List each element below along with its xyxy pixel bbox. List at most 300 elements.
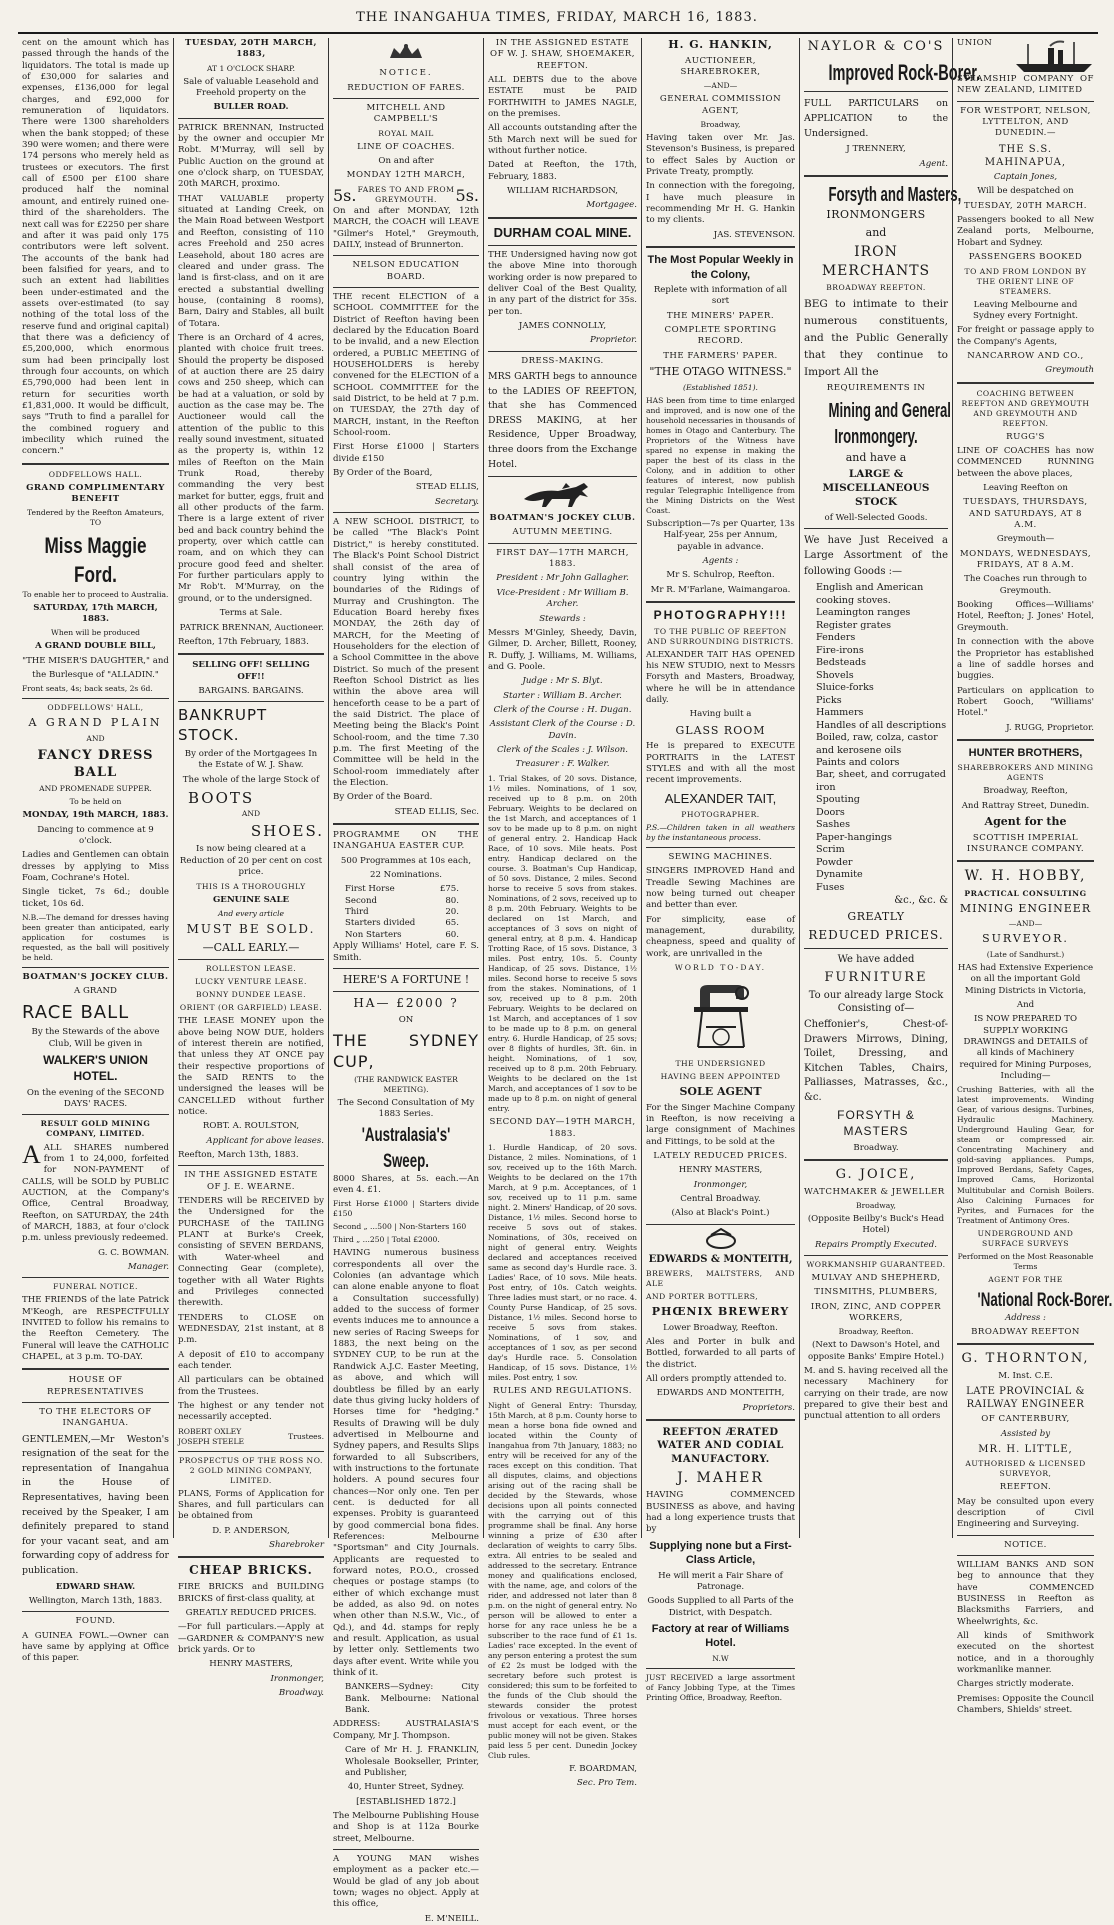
prize-value: 80.: [445, 895, 459, 906]
tendered-line: Tendered by the Reefton Amateurs, TO: [26, 508, 165, 528]
nancarrow: NANCARROW AND CO.,: [967, 350, 1084, 361]
we-have-added: We have added: [837, 953, 915, 965]
tinsmiths: TINSMITHS, PLUMBERS,: [814, 1287, 938, 1298]
programmes: 500 Programmes at 10s each,: [340, 855, 472, 866]
fares-row: [333, 185, 479, 206]
etc: &c., &c. &: [894, 895, 948, 907]
full-particulars-6: FULL PARTICULARS on APPLICATION to the Undersigned.: [804, 98, 948, 140]
prize-value: £75.: [439, 884, 459, 895]
ironmongery-text: Ironmongery.: [834, 426, 918, 449]
and-line: —AND—: [703, 81, 738, 91]
royal-crest-icon: [333, 42, 479, 64]
for-westport: FOR WESTPORT, NELSON, LYTTELTON, AND DUNEDIN.—: [960, 105, 1091, 139]
fares-grey: GREYMOUTH.: [375, 195, 437, 205]
surveys: UNDERGROUND AND SURFACE SURVEYS: [977, 1228, 1074, 1248]
funeral-heading: FUNERAL NOTICE.: [53, 1282, 138, 1292]
orchard-text: There is an Orchard of 4 acres, planted with choice fruit trees. Should the property be disposed of at auction there are 25 dairy cows and 250 sheep, which can be had at a valuation, or sold by auction as the case may be. The Auctioneer would call the attention of the public to this really sound investment, situated as the property is, within 12 miles of Reefton on the Main Trunk Road, thereby commanding the very best market for butter, eggs, fruit and all other products of the farm. There is a large extent of river bed and back country behind the property, over which cattle can roam, and on which they can procure good feed and shelter. For further particulars apply to Mr Rob't. M'Murray, on the ground, or to the undersigned.: [178, 332, 324, 604]
nominations: 22 Nominations.: [370, 870, 442, 881]
goods-item: Register grates: [816, 619, 892, 631]
and-7: —AND—: [1008, 919, 1043, 929]
london: TO AND FROM LONDON BY THE ORIENT LINE OF STEAMERS.: [964, 266, 1087, 296]
secretary: Secretary.: [434, 496, 479, 507]
fire-bricks: FIRE BRICKS and BUILDING BRICKS of first-class quality, at: [178, 1582, 324, 1604]
supplying: Supplying none but a First-Class Article,: [649, 1539, 792, 1567]
found-heading: FOUND.: [75, 1616, 116, 1627]
coaching: COACHING BETWEEN REEFTON AND GREYMOUTH AND GREYMOUTH AND REEFTON.: [961, 388, 1090, 428]
autumn: AUTUMN MEETING.: [512, 527, 613, 538]
column-6: [799, 38, 981, 1538]
late-sandhurst: (Late of Sandhurst.): [986, 949, 1065, 959]
nb-line: N.B.—The demand for dresses having been greater than anticipated, early application for costumes is requested, as the ball will positively be held.: [22, 912, 169, 962]
monday-date: MONDAY 12TH MARCH,: [346, 170, 466, 181]
scales: Clerk of the Scales : J. Wilson.: [496, 744, 629, 755]
rolleston: ROLLESTON LEASE.: [205, 964, 297, 974]
ironmonger: Ironmonger,: [270, 1673, 324, 1684]
fancy-dress-ball: FANCY DRESS BALL: [37, 747, 154, 780]
tait-ps: P.S.—Children taken in all weathers by the instantaneous process.: [646, 822, 795, 842]
double-bill: A GRAND DOUBLE BILL,: [35, 641, 156, 652]
appointed: HAVING BEEN APPOINTED: [660, 1072, 781, 1082]
goods-item: Shovels: [816, 669, 854, 681]
sweep-first: First Horse £1000 | Starters divide £150: [333, 1199, 479, 1219]
charges: Charges strictly moderate.: [957, 1679, 1074, 1690]
hunter-broadway: Broadway, Reefton,: [983, 786, 1068, 797]
tait-name: ALEXANDER TAIT,: [664, 790, 777, 806]
column-3: [328, 38, 483, 1924]
trennery: J TRENNERY,: [846, 144, 906, 155]
sole-agent: SOLE AGENT: [679, 1085, 762, 1099]
machinery-list: Crushing Batteries, with all the latest improvements. Winding Gear, of various designs. Turbines, Hydraulic Machinery. Underground Hauling Gear, for steam or compressed air. Concentrating Machinery and gold-saving appliances. Pumps, Improved Berdans, Safety Cages, Improved Cams, Horizontal Multitubular and Cornish Boilers. Also Calcining Furnaces for Pyrites, and Furnaces for the Treatment of Antimony Ores.: [957, 1085, 1094, 1225]
agent-2: Mr R. M'Farlane, Waimangaroa.: [650, 584, 791, 595]
and-line: AND: [86, 733, 105, 743]
stewards: Stewards :: [539, 613, 586, 624]
goods-item: Spouting: [816, 794, 860, 806]
rugg-proprietor: J. RUGG, Proprietor.: [1006, 722, 1094, 733]
column-5: [641, 38, 799, 1703]
greymouth: Greymouth: [1045, 365, 1094, 376]
prize-label: Starters divided: [345, 918, 416, 929]
first-day: FIRST DAY—17TH MARCH, 1883.: [496, 547, 629, 570]
hall-heading-2: ODDFELLOWS' HALL,: [47, 703, 144, 713]
goods-item: English and American cooking stoves.: [816, 582, 924, 606]
goods-item: Dynamite: [816, 869, 863, 881]
brewery-crest-icon: [646, 1229, 795, 1253]
goods-item: Paper-hangings: [816, 831, 892, 843]
premises: Premises: Opposite the Council Chambers, Shields' street.: [957, 1693, 1094, 1716]
bonny: BONNY DUNDEE LEASE.: [195, 990, 307, 1000]
highest-text: The highest or any tender not necessarily accepted.: [178, 1400, 324, 1423]
leaving-melbourne: Leaving Melbourne and Sydney every Fortnight.: [973, 299, 1078, 321]
prize-row: [345, 907, 459, 918]
furniture-list: Cheffonier's, Chest-of-Drawers Mirrows, Dining, Toilet, Dressing, and Kitchen Tables, Chairs, Palliasses, Matrasses, &c., &c.: [804, 1019, 948, 1103]
factory: Factory at rear of Williams Hotel.: [651, 1622, 790, 1650]
steele: JOSEPH STEELE: [178, 1436, 245, 1446]
merit: He will merit a Fair Share of Patronage.: [658, 1570, 783, 1592]
passengers-booked: PASSENGERS BOOKED: [968, 252, 1083, 263]
photography: PHOTOGRAPHY!!!: [653, 607, 788, 622]
recent-text: THE recent ELECTION of a SCHOOL COMMITTEE for the District of Reefton having been declared by the Education Board to be invalid, and a new Election ordered, a PUBLIC MEETING of HOUSEHOLDERS is hereby convened for the ELECTION of a SCHOOL COMMITTEE for the said District, to be held at 7 p.m. on TUESDAY, the 27th day of MARCH, instant, in the Reefton School-room.: [333, 291, 479, 439]
programme: PROGRAMME ON THE INANGAHUA EASTER CUP.: [333, 830, 479, 852]
stewards-line: By the Stewards of the above Club, Will be given in: [31, 1027, 160, 1049]
miser-line: "THE MISER'S DAUGHTER," and: [22, 655, 169, 666]
bowman: G. C. BOWMAN.: [98, 1247, 169, 1258]
goods-item: Doors: [816, 806, 845, 818]
evening-line: On the evening of the SECOND DAYS' RACES.: [26, 1087, 165, 1110]
fares-heading: REDUCTION OF FARES.: [347, 82, 465, 93]
sweep-text: 'Australasia's' Sweep.: [361, 1125, 451, 1172]
joice-broadway: Broadway,: [856, 1200, 896, 1210]
orient: ORIENT (OR GARFIELD) LEASE.: [179, 1003, 323, 1013]
mahinapua: THE S.S. MAHINAPUA,: [984, 143, 1067, 168]
seats-line: Front seats, 4s; back seats, 2s 6d.: [22, 684, 153, 694]
world-today: WORLD TO-DAY.: [674, 963, 767, 972]
undersigned: THE UNDERSIGNED: [675, 1059, 766, 1069]
broadway-reefton-7: BROADWAY REEFTON: [971, 1327, 1080, 1338]
whole-stock: The whole of the large Stock of: [182, 774, 320, 785]
sewing-machine-icon: [686, 977, 756, 1055]
lease-money: THE LEASE MONEY upon the above being NOW DUE, holders of interest therein are notified, that unless they AT ONCE pay their respective proportions of the SAID RENTS to the undersigned the leases will be CANCELLED without further notice.: [178, 1016, 324, 1118]
photographer: PHOTOGRAPHER.: [681, 809, 760, 819]
greatly-reduced: GREATLY REDUCED PRICES.: [185, 1607, 317, 1618]
workmanship: WORKMANSHIP GUARANTEED.: [806, 1259, 946, 1269]
rattray: And Rattray Street, Dunedin.: [961, 800, 1090, 811]
prize-label: Second: [345, 895, 377, 906]
masthead-rule: [18, 32, 1098, 34]
ball-date: MONDAY, 19th MARCH, 1883.: [22, 810, 169, 821]
brennan-ad: [178, 123, 324, 191]
garth-text: MRS GARTH begs to announce to the LADIES OF REEFTON, that she has Commenced DRESS MAKING, at her Residence, Upper Broadway, three doors from the Exchange Hotel.: [488, 371, 637, 470]
goods-item: Scrim: [816, 844, 845, 856]
mneill: E. M'NEILL.: [424, 1913, 479, 1924]
on-word: ON: [398, 1015, 414, 1026]
day1-races: 1. Trial Stakes, of 20 sovs. Distance, 1½ miles. Nominations, of 1 sov, received up to 8 p.m. on 20th February. Weights to be declared on the 1st March, and acceptances of 1 sov to be made up to 8 p.m. on night of general entry. 2. Handicap Hack Race, of 10 sovs. Mile heats. Post entry. Handicap declared on the course. 3. Boatman's Cup Handicap, of 50 sovs. Distance, 2 miles. Second horse to receive 5 sovs from stakes. Nominations, of 2 sovs, received up to 8 p.m. 20th February. Weights to be declared on 1st March, and acceptances of 3 sovs on night of general entry, at 8 p.m. 4. Handicap Trotting Race, of 15 sovs. Distance, 3 miles. Post entry, 10s. 5. County Handicap, of 25 sovs. Distance, 1½ miles. Second horse to receive 5 sovs from the stakes. Nominations, of 1 sov, received up to 8 p.m. 20th February. Weights to be declared on 1st March, and acceptances of 1 sov to be made up to 8 p.m. on general entry. 6. Hurdle Handicap, of 25 sovs; over 8 flights of hurdles, 3ft. 6in. in height. Nominations, of 1 sov, received up to 8 p.m. 20th February. Weights to be declared on the 1st March, and acceptances of 1 sov to be made up to 8 p.m. on night of general entry.: [488, 773, 637, 1114]
particulars-gooch: Particulars on application to Robert Gooch, "Williams' Hotel.": [957, 685, 1094, 719]
vice: Vice-President : Mr William B. Archer.: [496, 587, 629, 610]
ladies-line: Ladies and Gentlemen can obtain dresses by applying to Miss Foam, Cochrane's Hotel.: [22, 850, 169, 883]
maher: J. MAHER: [677, 1469, 764, 1486]
ruggs: RUGG'S: [1006, 431, 1045, 442]
henry-masters-2: HENRY MASTERS,: [678, 1165, 763, 1176]
reduction: Is now being cleared at a Reduction of 20 per cent on cost price.: [179, 844, 323, 878]
ellis: STEAD ELLIS,: [415, 482, 479, 493]
steamship-icon: [1014, 38, 1094, 74]
nelson-heading: NELSON EDUCATION BOARD.: [352, 260, 460, 282]
consultation: The Second Consultation of My 1883 Series.: [337, 1097, 475, 1120]
opposite-beilby: (Opposite Beilby's Buck's Head Hotel): [807, 1213, 945, 1236]
column-1: [18, 38, 173, 1664]
day2-races: 1. Hurdle Handicap, of 20 sovs. Distance, 2 miles. Nominations, of 1 sov, received up to the 16th March. Weights to be declared on the 17th March, at 9 p.m. Acceptances, of 1 sov, received up to 11 p.m. same night. 2. Miners' Handicap, of 20 sovs. Distance, 1½ miles. Second horse to receive 5 sovs out of stakes. Nominations, of 30s, received on night of general entry. Weights declared and acceptances received same as second day's Hurdle race. 3. Ladies' Race, of 10 sovs. Mile heats. Post entry, of 10s. Catch weights. Three ladies must start, or no race. 4. County Purse Handicap, of 25 sovs. Distance, 1½ miles. Second horse to receive 5 sovs from stakes. Nominations, of 1 sov, and acceptances of 1 sov, as per second day's Hurdle race. 5. Consolation Handicap, of 15 sovs. Distance, 1½ miles. Post entry, 1 sov.: [488, 1142, 637, 1383]
sale-time: AT 1 O'CLOCK SHARP.: [206, 63, 296, 73]
sale-line: Sale of valuable Leasehold and Freehold property on the: [183, 76, 319, 99]
roulston: ROBT. A. ROULSTON,: [202, 1121, 300, 1132]
prize-list: [333, 884, 479, 941]
captain: Captain Jones,: [993, 172, 1058, 183]
nw: N.W: [712, 1654, 729, 1663]
orders: All orders promptly attended to.: [646, 1374, 787, 1385]
agent-for-2: AGENT FOR THE: [988, 1274, 1063, 1284]
otago-witness: "THE OTAGO WITNESS.": [649, 365, 792, 379]
prize-row: [345, 930, 459, 941]
selling-off: SELLING OFF! SELLING OFF!!: [192, 660, 310, 682]
bankers: BANKERS—Sydney: City Bank. Melbourne: National Bank.: [345, 1682, 479, 1716]
reefton-7: REEFTON.: [999, 1482, 1052, 1493]
trustees: Trustees.: [288, 1431, 324, 1441]
otago-text: HAS been from time to time enlarged and improved, and is now one of the household necessaries in thousands of homes in Otago and Canterbury. The Proprietors of the Witness have spared no expense in making the paper the best of its class in the Colony, and in addition to other features of interest, now publish regular Telegraphic Intelligence from the Mining Districts on the West Coast.: [646, 395, 795, 515]
agent-6: Agent.: [919, 158, 948, 169]
durham-text: THE Undersigned having now got the above Mine into thorough working order is now prepared to deliver Coal of the Best Quality, in any part of the district for 35s. per ton.: [488, 249, 637, 317]
prize-row: [345, 896, 459, 907]
porter: AND PORTER BOTTLERS,: [646, 1292, 759, 1302]
enable-line: To enable her to proceed to Australia.: [22, 589, 169, 599]
tenders-text: TENDERS will be RECEIVED by the Undersigned for the PURCHASE of the TAILING PLANT at Burke's Creek, consisting of SEVEN BERDANS, with Water-wheel and Connecting Gear (complete), together with all Water Rights and Privileges connected therewith.: [178, 1196, 324, 1309]
mortgagees: By order of the Mortgagees In the Estate of W. J. Shaw.: [184, 748, 318, 771]
broadway-reefton: BROADWAY REEFTON.: [826, 283, 926, 293]
phoenix-brewery: PHŒNIX BREWERY: [651, 1305, 790, 1319]
produced-line: When will be produced: [51, 628, 140, 638]
ship-date: TUESDAY, 20TH MARCH.: [963, 200, 1088, 211]
large-stock: LARGE & MISCELLANEOUS STOCK: [822, 468, 930, 508]
otago-established: (Established 1851).: [683, 382, 758, 392]
proprietors: Proprietors.: [742, 1402, 795, 1413]
beg-text: BEG to intimate to their numerous constituents, and the Public Generally that they continue to Import All the: [804, 298, 948, 378]
prize-row: [345, 918, 459, 929]
sydney-cup: THE SYDNEY CUP,: [333, 1030, 479, 1071]
farmers-paper: THE FARMERS' PAPER.: [663, 350, 778, 361]
dress-heading: DRESS-MAKING.: [521, 355, 604, 366]
repairs: Repairs Promptly Executed.: [814, 1239, 937, 1250]
brennan-date: Reefton, 17th February, 1883.: [178, 636, 309, 647]
melbourne-shop: The Melbourne Publishing House and Shop is at 112a Bourke street, Melbourne.: [333, 1810, 479, 1844]
despatched: Will be despatched on: [977, 186, 1074, 197]
hunter-street: 40, Hunter Street, Sydney.: [347, 1782, 465, 1793]
hall-heading: ODDFELLOWS HALL.: [48, 469, 143, 479]
roulston-date: Reefton, March 13th, 1883.: [178, 1150, 299, 1161]
goods-list: [804, 582, 948, 894]
sweep-heading: [333, 1123, 479, 1173]
most-popular: The Most Popular Weekly in the Colony,: [647, 254, 794, 281]
sweep-shares: 8000 Shares, at 5s. each.—An even 4. £1.: [333, 1173, 479, 1195]
leaving-reefton: Leaving Reefton on: [983, 483, 1068, 494]
greatly-6: GREATLY: [847, 910, 905, 924]
just-received: JUST RECEIVED a large assortment of Fancy Jobbing Type, at the Times Printing Office, Broadway, Reefton.: [646, 1673, 795, 1703]
having-built: Having built a: [689, 709, 752, 720]
extensive: HAS had Extensive Experience on all the important Gold Mining Districts in Victoria,: [957, 962, 1094, 996]
treasurer: Treasurer : F. Walker.: [515, 759, 610, 770]
deposit-text: A deposit of £10 to accompany each tender.: [178, 1349, 324, 1371]
address: ADDRESS: AUSTRALASIA'S Company, Mr J. Thompson.: [333, 1719, 479, 1741]
anderson: D. P. ANDERSON,: [212, 1525, 290, 1536]
banks-text: WILLIAM BANKS AND SON beg to announce that they have COMMENCED BUSINESS in Reefton as Blacksmiths Farriers, and Wheelwrights, &c.: [957, 1559, 1094, 1627]
subscription: Subscription—7s per Quarter, 13s Half-year, 25s per Annum, payable in advance.: [646, 518, 795, 552]
benefit-date: SATURDAY, 17th MARCH, 1883.: [33, 602, 158, 624]
column-4: [483, 38, 641, 1789]
agent-1: Mr S. Schulrop, Reefton.: [666, 570, 775, 581]
call-early: —CALL EARLY.—: [202, 940, 300, 954]
m-inst: M. Inst. C.E.: [998, 1370, 1053, 1381]
watchmaker: WATCHMAKER & JEWELLER: [804, 1186, 945, 1197]
goods-item: Boiled, raw, colza, castor and kerosene oils: [816, 732, 938, 756]
prize-value: 65.: [445, 918, 459, 929]
race-ball: RACE BALL: [22, 1001, 130, 1023]
fare-5s: 5s.: [333, 185, 357, 205]
hobby: W. H. HOBBY,: [964, 868, 1087, 885]
singers: SINGERS IMPROVED Hand and Treadle Sewing Machines are now being turned out cheaper and better than ever.: [646, 866, 795, 911]
assistant-clerk: Assistant Clerk of the Course : D. Davin.: [489, 719, 636, 741]
second-day: SECOND DAY—19TH MARCH, 1883.: [489, 1117, 636, 1139]
cheap-bricks: CHEAP BRICKS.: [189, 1563, 313, 1578]
oxley: ROBERT OXLEY: [178, 1426, 242, 1436]
goods: Goods Supplied to all Parts of the District, with Despatch.: [647, 1596, 794, 1618]
aerated-water: REEFTON ÆRATED WATER AND CODIAL MANUFACTORY.: [657, 1427, 784, 1465]
stevenson: JAS. STEVENSON.: [713, 229, 795, 240]
sec-pro-tem: Sec. Pro Tem.: [576, 1778, 637, 1789]
goods-item: Powder: [816, 856, 853, 868]
iron-zinc: IRON, ZINC, AND COPPER WORKERS,: [810, 1301, 942, 1323]
national-rock-borer: [957, 1288, 1113, 1313]
coach-text: On and after MONDAY, 12th MARCH, the COACH will LEAVE "Gilmer's Hotel," Greymouth, DAILY, instead of Brunnerton.: [333, 205, 479, 250]
central-broadway: Central Broadway.: [680, 1193, 761, 1204]
forsyth-text: Forsyth and Masters,: [828, 184, 962, 207]
booking-offices: Booking Offices—Williams' Hotel, Reefton; J. Jones' Hotel, Greymouth.: [957, 600, 1094, 633]
next-to: (Next to Dawson's Hotel, and opposite Banks' Empire Hotel.): [807, 1340, 945, 1362]
photo-public: TO THE PUBLIC OF REEFTON AND SURROUNDING DISTRICTS.: [647, 626, 794, 646]
durham-heading: DURHAM COAL MINE.: [493, 224, 632, 240]
days-2: MONDAYS, WEDNESDAYS, FRIDAYS, AT 8 A.M.: [959, 548, 1092, 571]
having-text: HAVING numerous business correspondents all over the Colonies (an advantage which can alone enable anyone to float a Consultation successfully) added to the success of former events induces me to announce a new series of Racing Sweeps for 1883, the next being on the SYDNEY CUP, to be run at the Randwick A.J.C. Easter Meeting, as above, and which will doubtless be filled by an early date thus giving lucky holders of Horses time for "hedging." Results of Drawing will be duly advertised in Melbourne and Sydney papers, and Results Slips forwarded to all Subscribers, with instructions to the fortunate holders. A pound secures four chances—Nor only one. Ten per cent. is deducted for all expenses. Probity is guaranteed by good commercial bona fides. References: Melbourne "Sportsman" and City Journals. Applicants are requested to forward notes, P.O.O., crossed cheques or postage stamps (to either of which exchange must be added, as also 9d. on notes when other than N.S.W., Vic., of Qd.), and 4d. stamps for reply and result. Application, as usual by letter only. Settlements two days after event. Write while you think of it.: [333, 1248, 479, 1679]
prize-label: First Horse: [345, 884, 395, 895]
goods-item: Fire-irons: [816, 644, 864, 656]
little: MR. H. LITTLE,: [978, 1443, 1073, 1455]
accounts: All accounts outstanding after the 5th March next will be sued for without further notice.: [488, 123, 637, 157]
burlesque-line: the Burlesque of "ALLADIN.": [32, 669, 159, 680]
agents-label: Agents :: [702, 555, 739, 566]
held-on: To be held on: [69, 797, 122, 807]
goods-item: Sashes: [816, 819, 850, 831]
coaches-through: The Coaches run through to Greymouth.: [964, 574, 1087, 596]
boots: BOOTS: [188, 788, 255, 807]
have-a: and have a: [845, 450, 907, 464]
brewers: BREWERS, MALTSTERS, AND ALE: [646, 1269, 795, 1289]
goods-item: Bar, sheet, and corrugated iron: [816, 769, 946, 793]
prepared: IS NOW PREPARED TO SUPPLY WORKING DRAWINGS and DETAILS of all kinds of Machinery required for Mining Purposes, Including—: [959, 1014, 1092, 1081]
plans: PLANS, Forms of Application for Shares, and full particulars can be obtained from: [178, 1488, 324, 1522]
bjc-heading: BOATMAN'S JOCKEY CLUB.: [489, 513, 636, 524]
grand-plain: A GRAND PLAIN: [28, 716, 163, 730]
goods-item: Fenders: [816, 632, 856, 644]
racehorse-icon: [518, 481, 608, 509]
reduced-prices: REDUCED PRICES.: [808, 927, 944, 942]
fortune: HERE'S A FORTUNE !: [342, 972, 470, 986]
well-selected: of Well-Selected Goods.: [824, 512, 928, 523]
debts: ALL DEBTS due to the above ESTATE must be PAID FORTHWITH to JAMES NAGLE, on the premises.: [488, 75, 637, 120]
practical: PRACTICAL CONSULTING: [964, 888, 1087, 898]
shoes: SHOES.: [250, 821, 324, 840]
forsyth-masters: [804, 182, 962, 208]
greymouth-2: Greymouth—: [996, 534, 1055, 545]
address-label: Address :: [1005, 1312, 1046, 1323]
rugg-line: LINE OF COACHES has now COMMENCED RUNNING between the above places,: [957, 446, 1094, 479]
starter: Starter : William B. Archer.: [503, 690, 622, 701]
sharebrokers: SHAREBROKERS AND MINING AGENTS: [957, 763, 1094, 783]
days-1: TUESDAYS, THURSDAYS, AND SATURDAYS, AT 8 A.M.: [963, 497, 1088, 531]
and-6: and: [865, 225, 887, 239]
close-text: TENDERS to CLOSE on WEDNESDAY, 21st instant, at 8 p.m.: [178, 1312, 324, 1346]
house-heading: HOUSE OF REPRESENTATIVES: [47, 1375, 144, 1397]
fares-mid: [356, 185, 455, 205]
connolly: JAMES CONNOLLY,: [518, 321, 607, 332]
ales: Ales and Porter in bulk and Bottled, forwarded to all parts of the district.: [646, 1337, 795, 1370]
buller-road: BULLER ROAD.: [213, 102, 289, 113]
dated: Dated at Reefton, the 17th, February, 1883.: [488, 160, 637, 182]
freight: For freight or passage apply to the Company's Agents,: [957, 325, 1094, 347]
national-text: 'National Rock-Borer.: [977, 1289, 1113, 1311]
every-article: And every article: [217, 908, 285, 918]
ironmongers: IRONMONGERS: [826, 208, 926, 222]
prize-label: Third: [345, 907, 369, 918]
replete: Replete with information of all sort: [653, 285, 788, 307]
dancing-line: Dancing to commence at 9 o'clock.: [37, 824, 154, 846]
by-order-2: By Order of the Board.: [333, 792, 433, 803]
particulars-text: All particulars can be obtained from the Trustees.: [178, 1375, 324, 1397]
saddle-horses: In connection with the above the Proprietor has established a line of saddle horses and buggies.: [957, 637, 1094, 682]
by-order: By Order of the Board,: [333, 468, 433, 479]
genuine-sale: GENUINE SALE: [212, 894, 290, 905]
notice-7: NOTICE.: [1004, 1539, 1047, 1550]
judge: Judge : Mr S. Blyt.: [522, 676, 603, 687]
randwick: (THE RANDWICK EASTER MEETING).: [354, 1074, 458, 1094]
sewing-heading: SEWING MACHINES.: [668, 851, 773, 862]
a-grand: A GRAND: [74, 986, 117, 997]
ha-2000: HA— £2000 ?: [353, 996, 459, 1011]
hunter-brothers: HUNTER BROTHERS,: [968, 746, 1083, 759]
result-heading: RESULT GOLD MINING COMPANY, LIMITED.: [40, 1119, 151, 1139]
goods-item: Handles of all descriptions: [816, 719, 947, 731]
steward-list: Messrs M'Ginley, Sheedy, Davin, Gilmer, D. Archer, Billett, Rooney, R. Duffy, J. Williams, M. Williams, and G. Poole.: [488, 627, 637, 672]
established: [ESTABLISHED 1872.]: [356, 1796, 456, 1807]
surveyor: SURVEYOR.: [982, 932, 1069, 946]
first-meeting: First Horse £1000 | Starters divide £150: [333, 442, 479, 464]
consulted: May be consulted upon every description of Civil Engineering and Surveying.: [957, 1496, 1094, 1530]
auctioneer: AUCTIONEER, SHAREBROKER,: [680, 55, 761, 77]
lower-broadway: Lower Broadway, Reefton.: [663, 1322, 778, 1333]
smithwork: All kinds of Smithwork executed on the shortest notice, and in a thoroughly workmanlike manner.: [957, 1630, 1094, 1675]
maher-text: HAVING COMMENCED BUSINESS as above, and having had a long experience trusts that by: [646, 1490, 795, 1535]
just-received-6: We have Just Received a Large Assortment of the following Goods :—: [804, 534, 948, 577]
funeral-text: THE FRIENDS of the late Patrick M'Keogh, are RESPECTFULLY INVITED to follow his remains to the Reefton Cemetery. The Funeral will leave the CATHOLIC CHAPEL, at 3 p.m. TO-DAY.: [22, 1295, 169, 1363]
furniture: FURNITURE: [824, 969, 928, 985]
mining-engineer: MINING ENGINEER: [959, 901, 1092, 915]
clerk: Clerk of the Course : H. Dugan.: [493, 704, 632, 715]
ms-text: M. and S. having received all the necessary Machinery for carrying on their trade, are now prepared to give their best and punctual attention to all orders: [804, 1366, 948, 1422]
goods-item: Paints and colors: [816, 757, 900, 768]
royal-mail: ROYAL MAIL: [378, 128, 434, 138]
late-provincial: LATE PROVINCIAL & RAILWAY ENGINEER: [966, 1385, 1085, 1411]
notice-heading: NOTICE.: [379, 68, 433, 79]
blacks-point: (Also at Black's Point.): [671, 1208, 770, 1219]
prospectus: PROSPECTUS OF THE ROSS NO. 2 GOLD MINING COMPANY, LIMITED.: [179, 1455, 323, 1485]
lucky: LUCKY VENTURE LEASE.: [195, 977, 307, 987]
union-steamship: UNION STEAMSHIP COMPANY OF NEW ZEALAND, LIMITED: [957, 38, 1094, 96]
wearne-heading: IN THE ASSIGNED ESTATE OF J. E. WEARNE.: [184, 1170, 318, 1192]
agent-for: Agent for the: [984, 815, 1067, 829]
care-of: Care of Mr H. J. FRANKLIN, Wholesale Bookseller, Printer, and Publisher,: [345, 1745, 479, 1778]
bargains: BARGAINS. BARGAINS.: [198, 685, 304, 696]
shares-notice: AALL SHARES numbered from 1 to 24,000, forfeited for NON-PAYMENT of CALLS, will be SOLD by PUBLIC AUCTION, at the Company's Office, Central Broadway, Reefton, on SATURDAY, the 24th of MARCH, 1883, at four o'clock p.m. unless previously redeemed.: [22, 1139, 169, 1244]
canterbury: OF CANTERBURY,: [981, 1414, 1070, 1425]
new-school: A NEW SCHOOL DISTRICT, to be called "The Black's Point District," is hereby constituted. The Black's Point School District shall consist of the area of country lying within the boundaries of the Ridings of Murray and Crushington. The Education Board hereby fixes MONDAY, the 26th day of MARCH, for the Meeting of Householders for the election of a School Committee in the above District. So much of the present Reefton School District as lies within the above area will henceforth cease to be a part of the said District. The place of Meeting being the Black's Point School-room, and the time 7.30 p.m. The first Meeting of the Committee will be held in the School-room immediately after the Election.: [333, 517, 479, 789]
sale-date: TUESDAY, 20TH MARCH, 1883,: [184, 38, 318, 60]
hankin: H. G. HANKIN,: [668, 38, 773, 51]
